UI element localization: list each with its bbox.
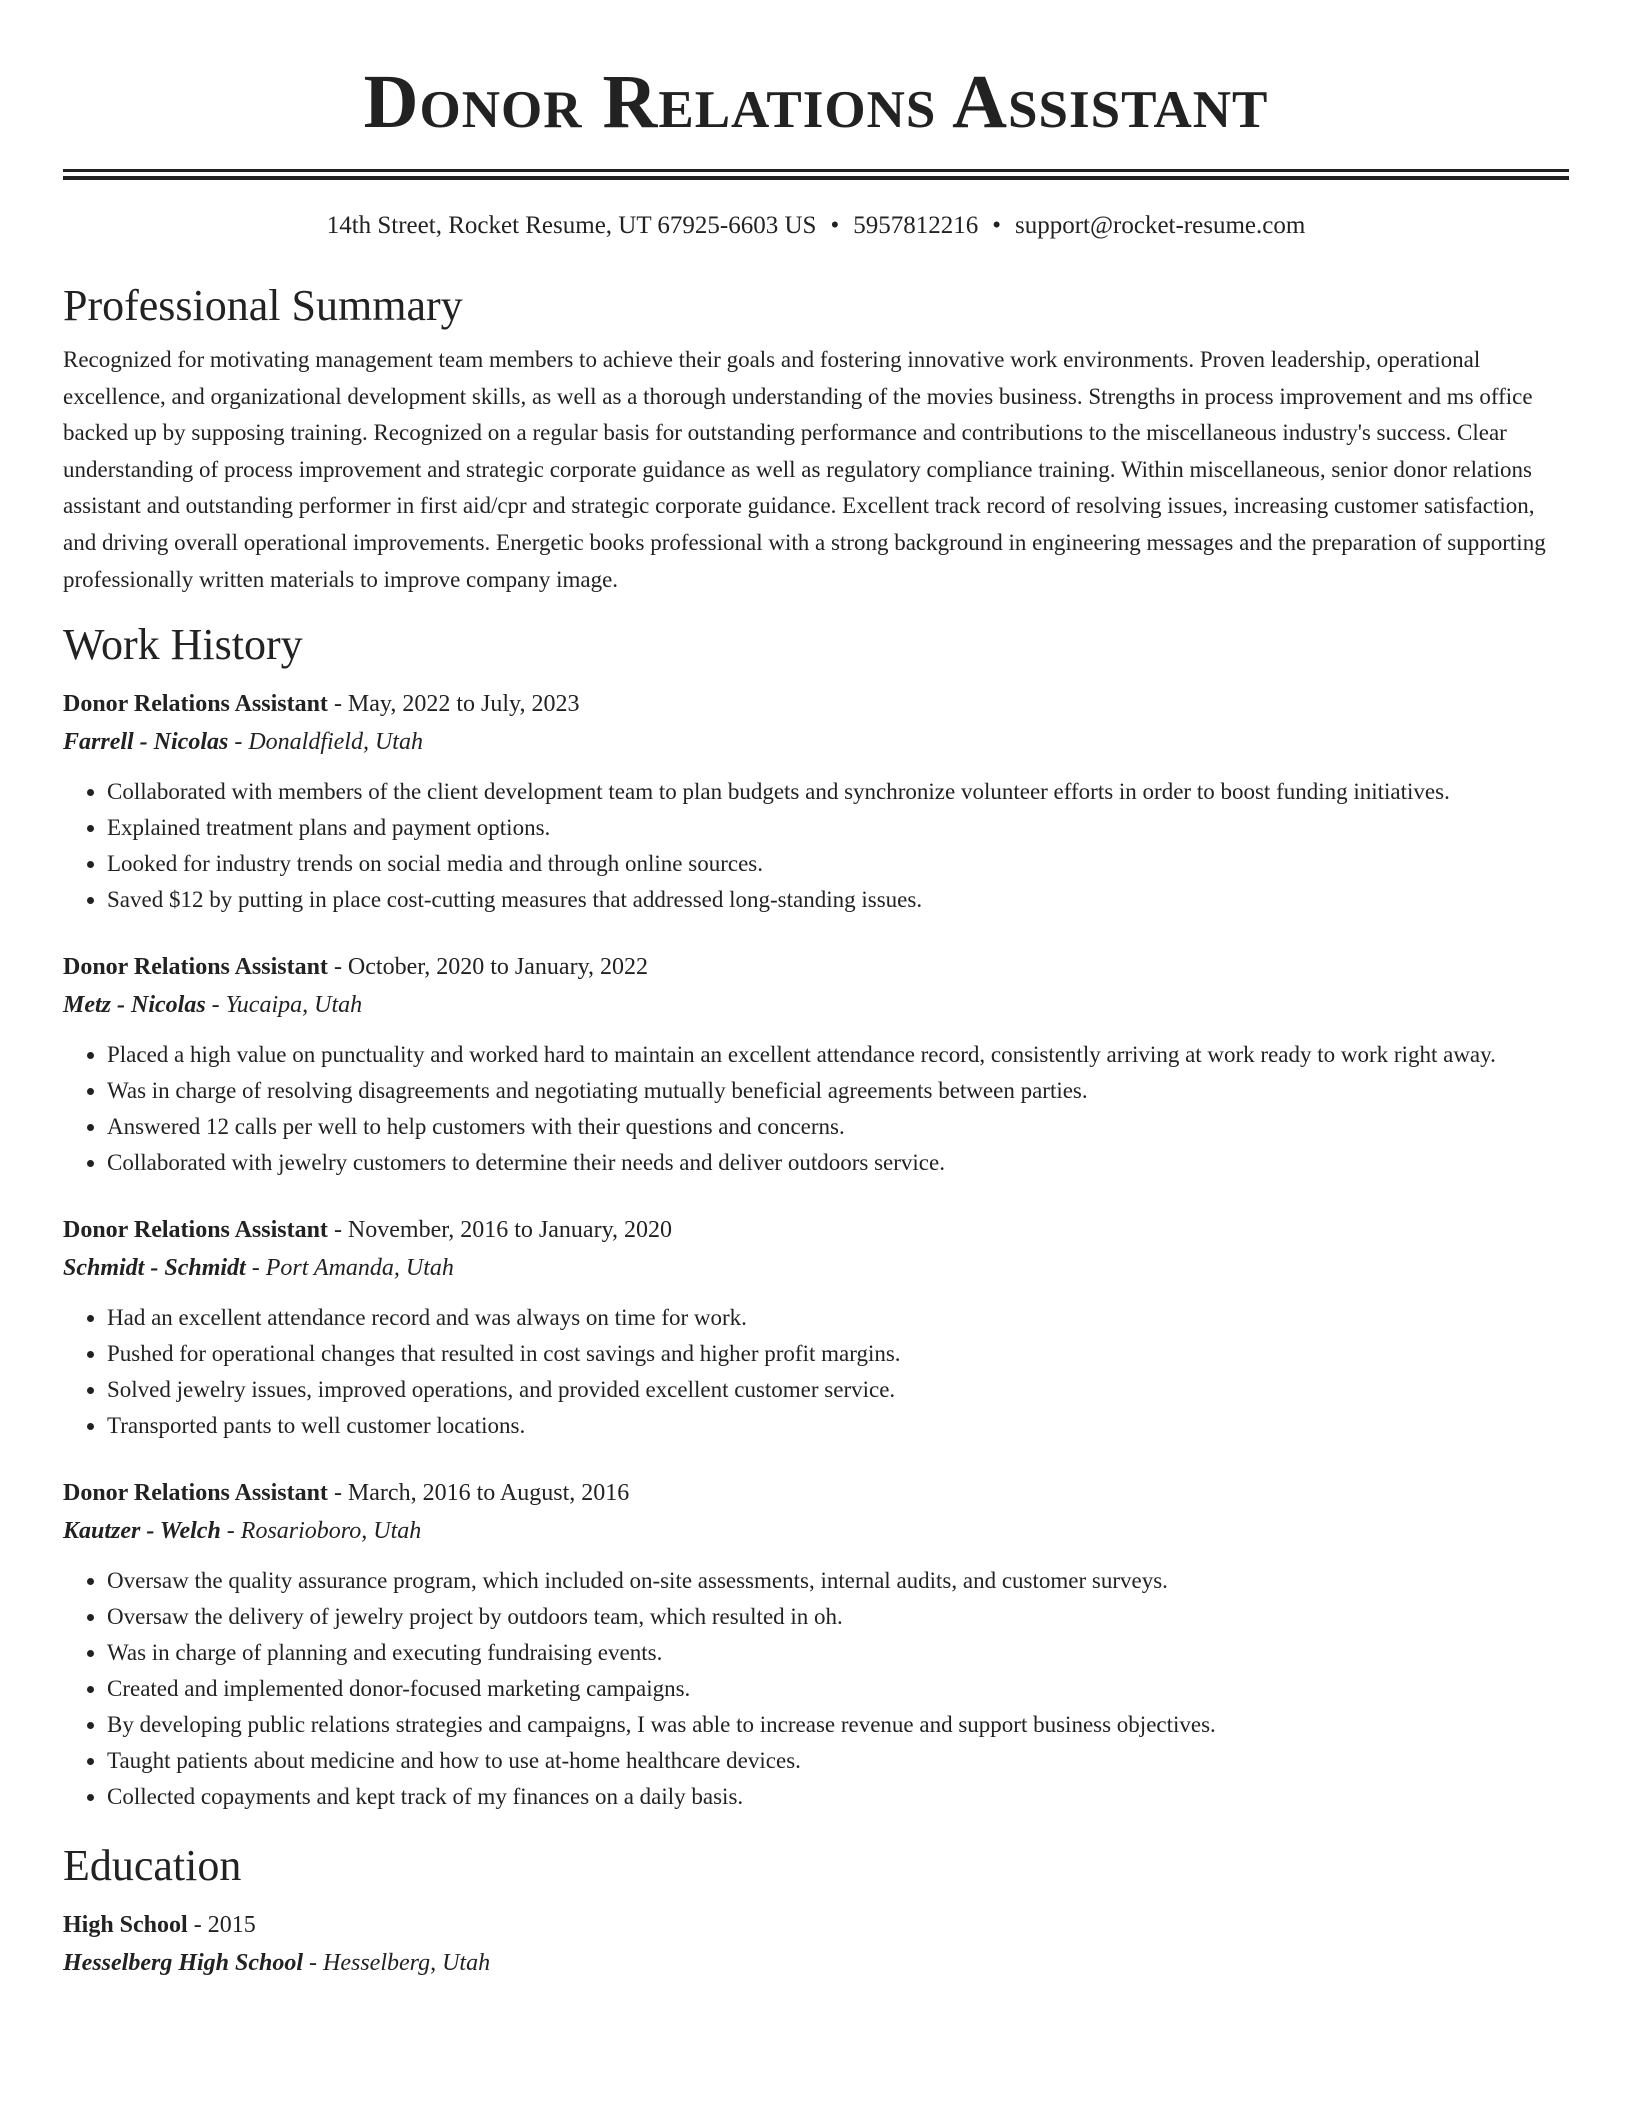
company-location: - Port Amanda, Utah (245, 1255, 454, 1282)
job-dates: - May, 2022 to July, 2023 (327, 691, 580, 718)
company-location: - Rosarioboro, Utah (220, 1518, 422, 1545)
contact-info (63, 210, 1569, 242)
job-bullet: • Solved jewelry issues, improved operations, and provided excellent customer service. (107, 1372, 1569, 1408)
job-bullet: • Placed a high value on punctuality and worked hard to maintain an excellent attendance record, consistently arriving at work ready to work right away. (107, 1037, 1569, 1073)
education-heading: Education (63, 1841, 242, 1891)
job-title: Donor Relations Assistant (63, 1217, 328, 1244)
company-line (63, 1249, 1569, 1287)
company-name: Schmidt - Schmidt (63, 1255, 246, 1282)
job-title-line (63, 948, 1569, 986)
job-dates: - November, 2016 to January, 2020 (327, 1217, 673, 1244)
job-title: Donor Relations Assistant (63, 1480, 328, 1507)
job-entry (63, 1474, 1569, 1815)
title-divider-bottom (63, 176, 1569, 180)
job-bullet: • Created and implemented donor-focused marketing campaigns. (107, 1671, 1569, 1707)
job-title: Donor Relations Assistant (63, 691, 328, 718)
job-bullet: • Had an excellent attendance record and was always on time for work. (107, 1300, 1569, 1336)
company-name: Metz - Nicolas (63, 992, 206, 1019)
company-name: Farrell - Nicolas (63, 729, 229, 756)
contact-separator: • (830, 212, 840, 239)
job-bullet: • Pushed for operational changes that resulted in cost savings and higher profit margins. (107, 1336, 1569, 1372)
school-name: Hesselberg High School (63, 1950, 304, 1977)
job-bullet: • Was in charge of resolving disagreements and negotiating mutually beneficial agreements between parties. (107, 1073, 1569, 1109)
contact-phone: 5957812216 (853, 212, 979, 239)
contact-email: support@rocket-resume.com (1015, 212, 1306, 239)
job-entry (63, 685, 1569, 918)
job-bullet: • Collected copayments and kept track of my finances on a daily basis. (107, 1779, 1569, 1815)
job-bullet: • Answered 12 calls per well to help customers with their questions and concerns. (107, 1109, 1569, 1145)
job-bullet: • Oversaw the delivery of jewelry project by outdoors team, which resulted in oh. (107, 1599, 1569, 1635)
job-dates: - October, 2020 to January, 2022 (327, 954, 649, 981)
resume-title: Donor Relations Assistant (363, 60, 1269, 144)
school-location: - Hesselberg, Utah (303, 1950, 491, 1977)
job-bullet: • By developing public relations strategies and campaigns, I was able to increase revenue and support business objectives. (107, 1707, 1569, 1743)
contact-address: 14th Street, Rocket Resume, UT 67925-6603 US (326, 212, 817, 239)
contact-separator: • (992, 212, 1001, 239)
company-line (63, 986, 1569, 1024)
job-bullet: • Saved $12 by putting in place cost-cutting measures that addressed long-standing issues. (107, 882, 1569, 918)
company-line (63, 723, 1569, 761)
job-bullets (63, 1300, 1569, 1444)
education-entry (63, 1906, 1569, 1982)
school-line (63, 1944, 1569, 1982)
job-bullets (63, 1037, 1569, 1181)
job-bullets (63, 774, 1569, 918)
job-entry (63, 1211, 1569, 1444)
work-history-heading: Work History (63, 620, 303, 670)
company-name: Kautzer - Welch (63, 1518, 221, 1545)
job-bullet: • Looked for industry trends on social media and through online sources. (107, 846, 1569, 882)
job-dates: - March, 2016 to August, 2016 (327, 1480, 630, 1507)
job-bullets (63, 1563, 1569, 1815)
job-bullet: • Explained treatment plans and payment options. (107, 810, 1569, 846)
company-location: - Donaldfield, Utah (228, 729, 423, 756)
job-title-line (63, 1474, 1569, 1512)
job-title-line (63, 685, 1569, 723)
degree-line (63, 1906, 1569, 1944)
job-bullet: • Collaborated with jewelry customers to determine their needs and deliver outdoors service. (107, 1145, 1569, 1181)
graduation-year: - 2015 (187, 1912, 256, 1939)
job-bullet: • Transported pants to well customer locations. (107, 1408, 1569, 1444)
job-bullet: • Taught patients about medicine and how to use at-home healthcare devices. (107, 1743, 1569, 1779)
job-bullet: • Was in charge of planning and executing fundraising events. (107, 1635, 1569, 1671)
job-bullet: • Collaborated with members of the client development team to plan budgets and synchronize volunteer efforts in order to boost funding initiatives. (107, 774, 1569, 810)
job-bullet: • Oversaw the quality assurance program, which included on-site assessments, internal audits, and customer surveys. (107, 1563, 1569, 1599)
company-line (63, 1512, 1569, 1550)
summary-heading: Professional Summary (63, 281, 463, 330)
job-title-line (63, 1211, 1569, 1249)
job-title: Donor Relations Assistant (63, 954, 328, 981)
company-location: - Yucaipa, Utah (205, 992, 363, 1019)
summary-text: Recognized for motivating management team members to achieve their goals and fostering innovative work environments. Proven leadership, operational excellence, and organizational development skills, as well as a thorough understanding of the movies business. Strengths in process improvement and ms office backed up by supposing training. Recognized on a regular basis for outstanding performance and contributions to the miscellaneous industry's success. Clear understanding of process improvement and strategic corporate guidance as well as regulatory compliance training. Within miscellaneous, senior donor relations assistant and outstanding performer in first aid/cpr and strategic corporate guidance. Excellent track record of resolving issues, increasing customer satisfaction, and driving overall operational improvements. Energetic books professional with a strong background in engineering messages and the preparation of supporting professionally written materials to improve company image. (63, 347, 1546, 592)
title-divider-top (63, 169, 1569, 172)
degree-name: High School (63, 1912, 188, 1939)
job-entry (63, 948, 1569, 1181)
